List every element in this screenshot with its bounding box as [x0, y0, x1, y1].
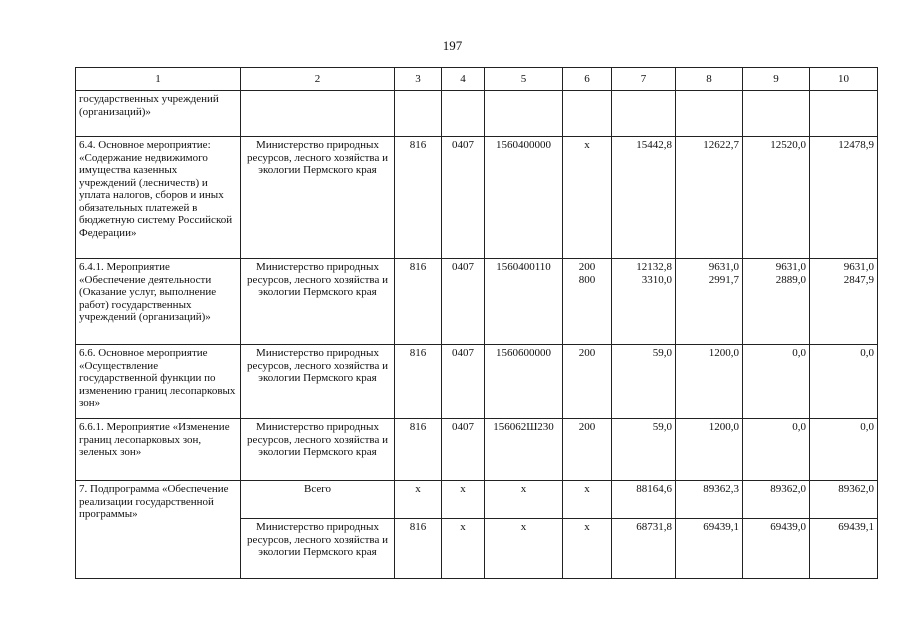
column-header: 10: [810, 68, 878, 91]
table-row: [76, 137, 878, 259]
value: 200: [578, 421, 596, 433]
cell-section-code: 0407: [442, 419, 485, 481]
cell-ministry-code: 816: [395, 137, 442, 259]
cell-amount: [676, 345, 743, 419]
value: 59,0: [652, 421, 672, 433]
value: 9631,0: [708, 261, 739, 273]
cell-target-code: 156062Ш230: [485, 419, 563, 481]
cell-amount: [612, 91, 676, 137]
cell-amount: 69439,0: [743, 519, 810, 579]
value: 12520,0: [770, 139, 806, 151]
page-number: 197: [442, 38, 463, 53]
cell-target-code: x: [485, 481, 563, 519]
cell-amount: 88164,6: [612, 481, 676, 519]
cell-amount: [810, 137, 878, 259]
cell-target-code: x: [485, 519, 563, 579]
value: 1200,0: [708, 347, 739, 359]
value: x: [584, 139, 590, 151]
value: 15442,8: [636, 139, 672, 151]
cell-amount: [743, 91, 810, 137]
cell-section-code: [442, 91, 485, 137]
measure-name: государственных учреждений (организаций)»: [76, 91, 241, 137]
cell-section-code: 0407: [442, 137, 485, 259]
column-header: 3: [395, 68, 442, 91]
measure-name: 6.4. Основное мероприятие: «Содержание недвижимого имущества казенных учреждений (лесничеств) и уплата налогов, сборов и иных обязательных платежей в бюджетную систему Российской Федерации»: [76, 137, 241, 259]
cell-ministry-code: 816: [395, 419, 442, 481]
value: 0,0: [860, 347, 874, 359]
cell-amount: [810, 91, 878, 137]
cell-ministry-code: 816: [395, 345, 442, 419]
cell-target-code: 1560600000: [485, 345, 563, 419]
cell-amount: 89362,0: [810, 481, 878, 519]
value: 9631,0: [843, 261, 874, 273]
cell-amount: [743, 137, 810, 259]
value: 200: [578, 261, 596, 273]
subprogram-name: 7. Подпрограмма «Обеспечение реализации государственной программы»: [76, 481, 241, 579]
measure-name: 6.4.1. Мероприятие «Обеспечение деятельности (Оказание услуг, выполнение работ) государственных учреждений (организаций)»: [76, 259, 241, 345]
cell-ministry-code: 816: [395, 259, 442, 345]
table-row: [76, 91, 878, 137]
column-header: 2: [241, 68, 395, 91]
cell-amount: [612, 345, 676, 419]
cell-expense-type: [563, 137, 612, 259]
agency-name: Министерство природных ресурсов, лесного хозяйства и экологии Пермского края: [241, 137, 395, 259]
column-header: 9: [743, 68, 810, 91]
value: 12132,8: [636, 261, 672, 273]
cell-amount: [676, 91, 743, 137]
cell-section-code: 0407: [442, 345, 485, 419]
value: 59,0: [652, 347, 672, 359]
value: 12478,9: [838, 139, 874, 151]
header-row: [76, 68, 878, 91]
cell-expense-type: [563, 91, 612, 137]
column-header: 4: [442, 68, 485, 91]
agency-name: Министерство природных ресурсов, лесного хозяйства и экологии Пермского края: [241, 345, 395, 419]
cell-ministry-code: [395, 91, 442, 137]
cell-amount: [810, 419, 878, 481]
cell-amount: [612, 259, 676, 345]
cell-section-code: 0407: [442, 259, 485, 345]
cell-amount: [743, 345, 810, 419]
cell-expense-type: [563, 419, 612, 481]
table-row: [76, 259, 878, 345]
cell-target-code: 1560400000: [485, 137, 563, 259]
cell-target-code: [485, 91, 563, 137]
value: 0,0: [860, 421, 874, 433]
agency-name: Всего: [241, 481, 395, 519]
value: 0,0: [792, 421, 806, 433]
cell-expense-type: [563, 259, 612, 345]
cell-amount: 69439,1: [810, 519, 878, 579]
value: 2889,0: [775, 273, 806, 286]
agency-name: [241, 91, 395, 137]
cell-amount: [612, 419, 676, 481]
value: 12622,7: [703, 139, 739, 151]
cell-amount: [810, 345, 878, 419]
value: 3310,0: [641, 273, 672, 286]
cell-amount: [810, 259, 878, 345]
measure-name: 6.6. Основное мероприятие «Осуществление государственной функции по изменению границ лесопарковых зон»: [76, 345, 241, 419]
cell-target-code: 1560400110: [485, 259, 563, 345]
cell-amount: 89362,0: [743, 481, 810, 519]
table-row: [76, 345, 878, 419]
cell-amount: [676, 419, 743, 481]
cell-amount: [676, 137, 743, 259]
value: 2991,7: [708, 273, 739, 286]
value: 9631,0: [775, 261, 806, 273]
value: 0,0: [792, 347, 806, 359]
table-row: [76, 481, 878, 519]
cell-amount: [743, 419, 810, 481]
column-header: 1: [76, 68, 241, 91]
budget-table: [75, 67, 878, 579]
value: 2847,9: [843, 273, 874, 286]
agency-name: Министерство природных ресурсов, лесного хозяйства и экологии Пермского края: [241, 419, 395, 481]
cell-amount: [743, 259, 810, 345]
value: 200: [578, 347, 596, 359]
cell-amount: [612, 137, 676, 259]
table-row: [76, 419, 878, 481]
cell-expense-type: x: [563, 481, 612, 519]
cell-amount: 68731,8: [612, 519, 676, 579]
measure-name: 6.6.1. Мероприятие «Изменение границ лесопарковых зон, зеленых зон»: [76, 419, 241, 481]
value: 1200,0: [708, 421, 739, 433]
cell-ministry-code: 816: [395, 519, 442, 579]
cell-amount: 69439,1: [676, 519, 743, 579]
cell-section-code: x: [442, 481, 485, 519]
cell-amount: 89362,3: [676, 481, 743, 519]
value: 800: [578, 273, 596, 286]
cell-ministry-code: x: [395, 481, 442, 519]
column-header: 7: [612, 68, 676, 91]
cell-amount: [676, 259, 743, 345]
column-header: 5: [485, 68, 563, 91]
agency-name: Министерство природных ресурсов, лесного хозяйства и экологии Пермского края: [241, 259, 395, 345]
cell-section-code: x: [442, 519, 485, 579]
column-header: 6: [563, 68, 612, 91]
column-header: 8: [676, 68, 743, 91]
cell-expense-type: x: [563, 519, 612, 579]
cell-expense-type: [563, 345, 612, 419]
agency-name: Министерство природных ресурсов, лесного хозяйства и экологии Пермского края: [241, 519, 395, 579]
